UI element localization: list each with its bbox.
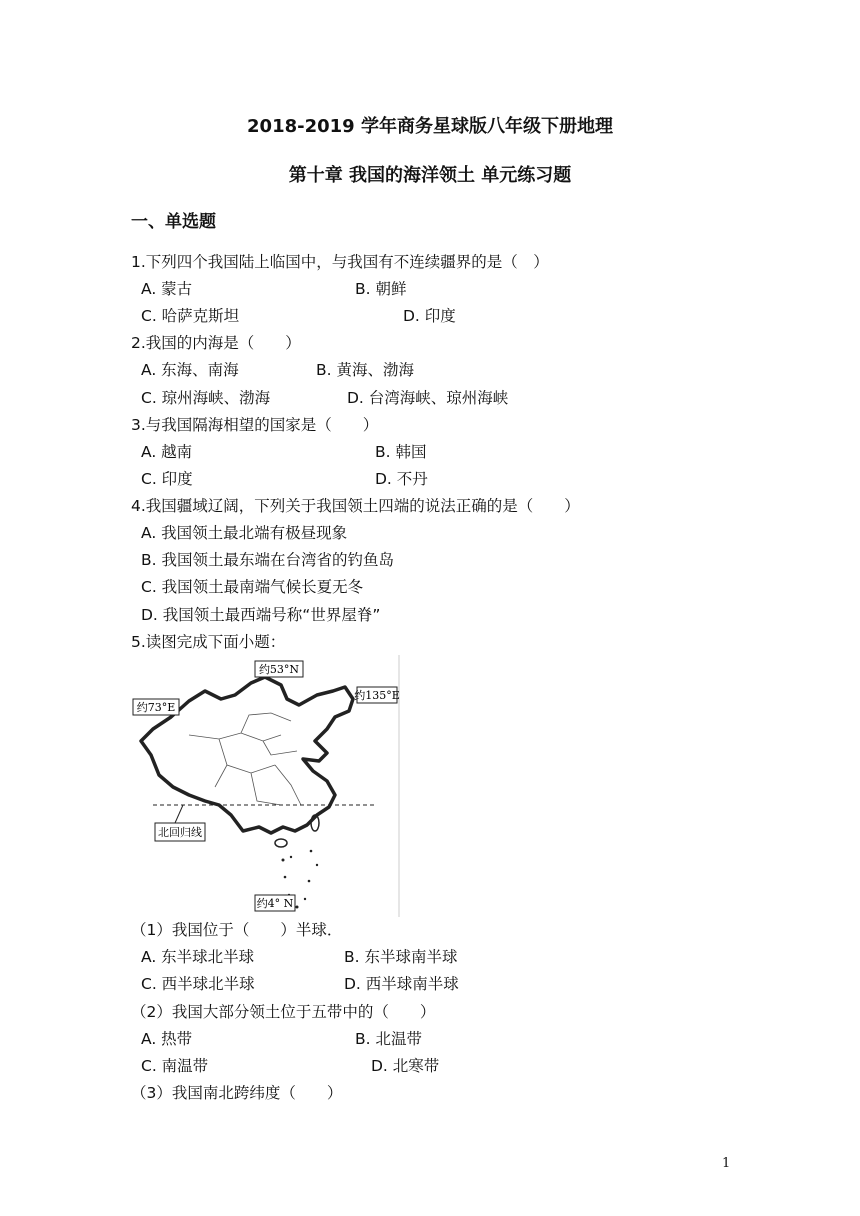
question-3-option-c: C. 印度 bbox=[141, 470, 193, 488]
label-south: 约4° N bbox=[256, 897, 294, 910]
question-4-option-a: A. 我国领土最北端有极昼现象 bbox=[141, 524, 348, 542]
china-map-svg bbox=[131, 655, 401, 917]
question-2-option-d: D. 台湾海峡、琼州海峡 bbox=[347, 389, 509, 407]
sub-question-3-stem: （3）我国南北跨纬度（ ） bbox=[131, 1084, 343, 1102]
question-1-stem: 1.下列四个我国陆上临国中，与我国有不连续疆界的是（ ） bbox=[131, 253, 549, 271]
sub-question-2-option-a: A. 热带 bbox=[141, 1030, 193, 1048]
question-1-option-b: B. 朝鲜 bbox=[355, 280, 407, 298]
label-west: 约73°E bbox=[136, 701, 176, 714]
label-east: 约135°E bbox=[354, 689, 400, 702]
hainan-island bbox=[275, 839, 287, 847]
sub-question-2-stem: （2）我国大部分领土位于五带中的（ ） bbox=[131, 1003, 436, 1021]
page-number: 1 bbox=[722, 1156, 731, 1171]
question-1-option-d: D. 印度 bbox=[403, 307, 456, 325]
label-tropic: 北回归线 bbox=[158, 826, 202, 839]
question-2-option-b: B. 黄海、渤海 bbox=[316, 361, 414, 379]
question-2-option-a: A. 东海、南海 bbox=[141, 361, 239, 379]
sub-question-1-option-c: C. 西半球北半球 bbox=[141, 975, 255, 993]
sub-question-1-option-b: B. 东半球南半球 bbox=[344, 948, 458, 966]
sub-question-1-option-a: A. 东半球北半球 bbox=[141, 948, 255, 966]
question-2-stem: 2.我国的内海是（ ） bbox=[131, 334, 301, 352]
document-title: 2018-2019 学年商务星球版八年级下册地理 bbox=[247, 116, 613, 137]
question-4-option-b: B. 我国领土最东端在台湾省的钓鱼岛 bbox=[141, 551, 394, 569]
question-3-option-a: A. 越南 bbox=[141, 443, 193, 461]
question-1-option-c: C. 哈萨克斯坦 bbox=[141, 307, 240, 325]
question-4-stem: 4.我国疆域辽阔，下列关于我国领土四端的说法正确的是（ ） bbox=[131, 497, 580, 515]
question-2-option-c: C. 琼州海峡、渤海 bbox=[141, 389, 271, 407]
label-north: 约53°N bbox=[258, 663, 300, 676]
question-3-option-b: B. 韩国 bbox=[375, 443, 427, 461]
question-1-option-a: A. 蒙古 bbox=[141, 280, 193, 298]
sub-question-2-option-b: B. 北温带 bbox=[355, 1030, 422, 1048]
question-3-stem: 3.与我国隔海相望的国家是（ ） bbox=[131, 416, 379, 434]
document-subtitle: 第十章 我国的海洋领土 单元练习题 bbox=[288, 165, 572, 186]
china-map-figure bbox=[131, 655, 401, 917]
question-5-stem: 5.读图完成下面小题： bbox=[131, 633, 286, 651]
sub-question-1-stem: （1）我国位于（ ）半球． bbox=[131, 921, 343, 939]
question-4-option-c: C. 我国领土最南端气候长夏无冬 bbox=[141, 578, 364, 596]
question-4-option-d: D. 我国领土最西端号称“世界屋脊” bbox=[141, 606, 381, 624]
section-heading: 一、单选题 bbox=[131, 212, 216, 232]
sub-question-2-option-d: D. 北寒带 bbox=[371, 1057, 440, 1075]
sub-question-1-option-d: D. 西半球南半球 bbox=[344, 975, 459, 993]
question-3-option-d: D. 不丹 bbox=[375, 470, 428, 488]
sub-question-2-option-c: C. 南温带 bbox=[141, 1057, 209, 1075]
